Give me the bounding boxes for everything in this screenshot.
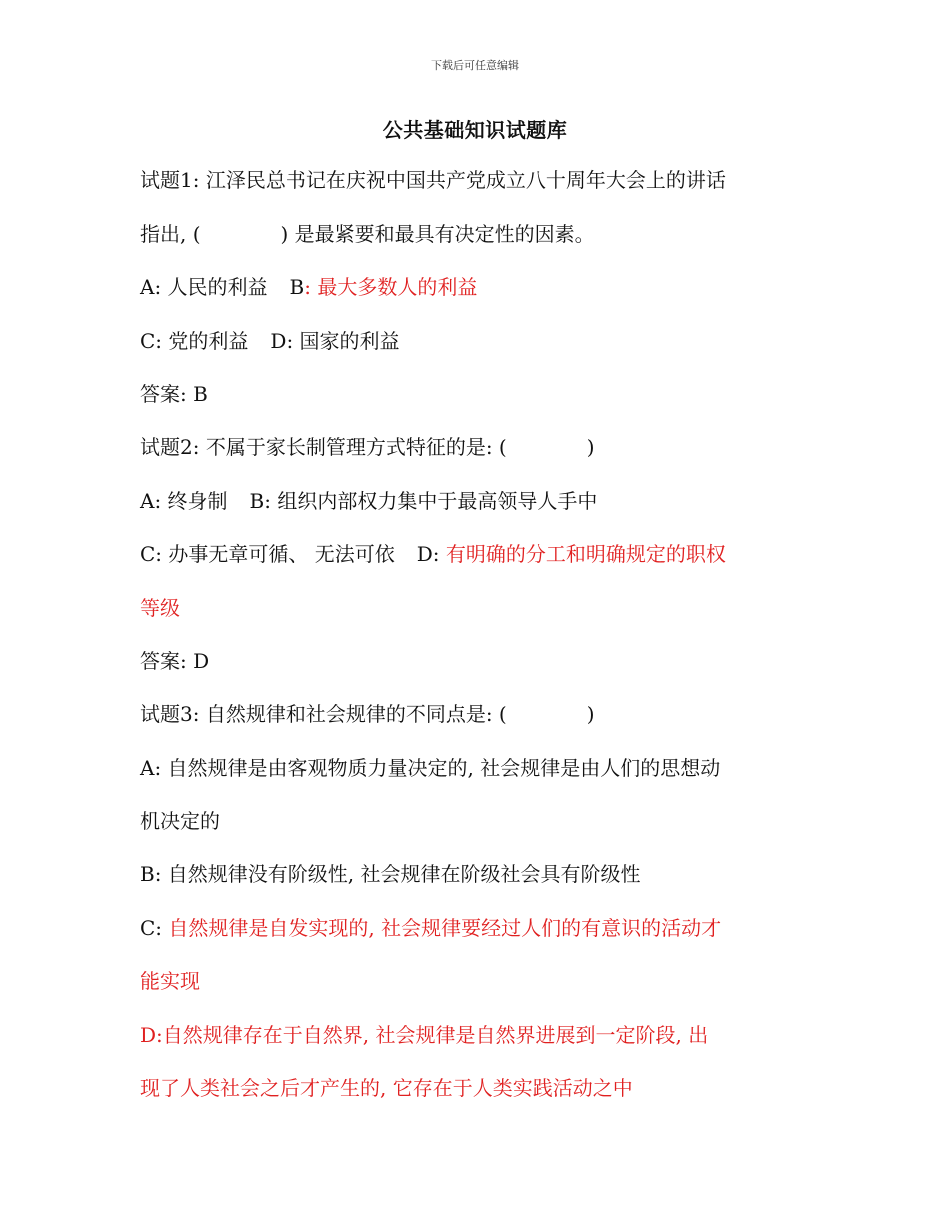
q3-option-b: B: 自然规律没有阶级性, 社会规律在阶级社会具有阶级性 — [140, 862, 641, 886]
header-note: 下载后可任意编辑 — [431, 59, 519, 72]
q3-option-c-line1 — [140, 914, 820, 942]
q3-option-d-line1: D:自然规律存在于自然界, 社会规律是自然界进展到一定阶段, 出 — [140, 1023, 709, 1047]
q2-option-d-text-line1: 有明确的分工和明确规定的职权 — [445, 542, 726, 566]
q3-option-d-line2: 现了人类社会之后才产生的, 它存在于人类实践活动之中 — [140, 1076, 633, 1100]
q1-option-a-text: 人民的利益 — [167, 275, 268, 299]
q1-stem-line1: 试题1: 江泽民总书记在庆祝中国共产党成立八十周年大会上的讲话 — [140, 168, 726, 192]
q3-option-c-text: 自然规律是自发实现的, 社会规律要经过人们的有意识的活动才 — [168, 916, 722, 940]
page-title: 公共基础知识试题库 — [382, 118, 568, 142]
q1-option-d-label: D: — [270, 329, 300, 353]
q1-stem-line2: 指出, ( ) 是最紧要和最具有决定性的因素。 — [140, 222, 595, 246]
q2-option-d-text-line2: 等级 — [140, 596, 180, 620]
q2-options-ab — [140, 487, 820, 515]
q2-option-b-label: B: — [249, 489, 278, 513]
q3-option-c-label: C: — [140, 916, 169, 940]
q2-option-b-text: 组织内部权力集中于最高领导人手中 — [277, 489, 598, 513]
q2-option-d-label: D: — [416, 542, 446, 566]
q2-option-c-text: 办事无章可循、 无法可依 — [168, 542, 395, 566]
q2-option-a-label: A: — [140, 489, 168, 513]
q1-option-b-text: : 最大多数人的利益 — [304, 275, 478, 299]
q1-answer: 答案: B — [140, 382, 208, 406]
q1-option-c-text: 党的利益 — [168, 329, 249, 353]
q1-option-a-label: A: — [140, 275, 168, 299]
q2-answer: 答案: D — [140, 649, 210, 673]
q2-option-a-text: 终身制 — [167, 489, 228, 513]
q1-option-d-text: 国家的利益 — [299, 329, 400, 353]
q3-option-a-line2: 机决定的 — [140, 809, 220, 833]
q1-options-cd — [140, 327, 820, 355]
q2-option-c-label: C: — [140, 542, 169, 566]
q3-stem: 试题3: 自然规律和社会规律的不同点是: ( ) — [140, 702, 595, 726]
q1-option-b-label: B — [289, 275, 305, 299]
q1-option-c-label: C: — [140, 329, 169, 353]
q2-options-cd — [140, 540, 820, 568]
q1-options-ab — [140, 273, 820, 301]
q3-option-a-line1: A: 自然规律是由客观物质力量决定的, 社会规律是由人们的思想动 — [140, 756, 721, 780]
q3-option-c-line2: 能实现 — [140, 969, 200, 993]
q2-stem: 试题2: 不属于家长制管理方式特征的是: ( ) — [140, 435, 595, 459]
